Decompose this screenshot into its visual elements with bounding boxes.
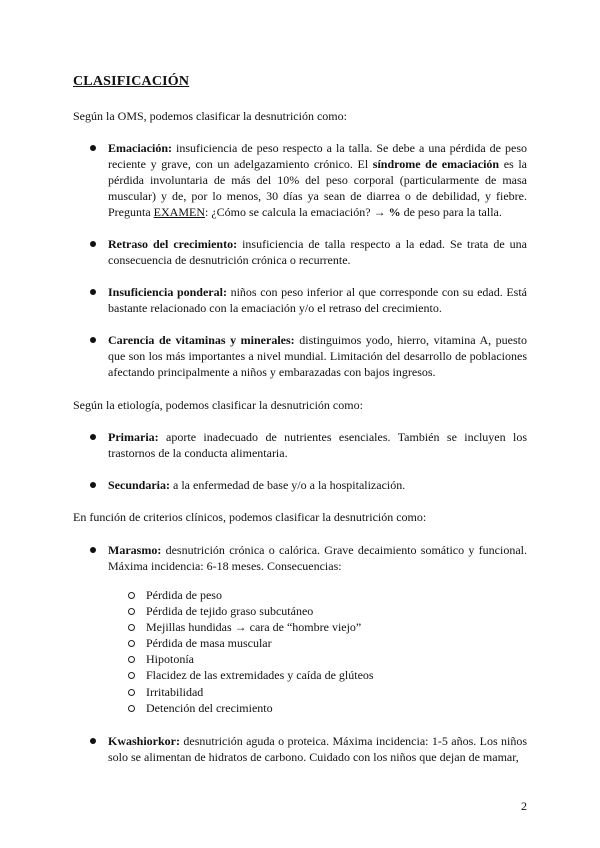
- term-carencia: Carencia de vitaminas y minerales:: [108, 333, 295, 347]
- text-marasmo: desnutrición crónica o calórica. Grave decaimiento somático y funcional. Máxima incidencia: 6-18 meses. Consecuencias:: [108, 543, 527, 573]
- clinicos-list-kwashiorkor: [90, 733, 527, 765]
- intro-clinicos: En función de criterios clínicos, podemos clasificar la desnutrición como:: [73, 510, 427, 524]
- bullet-icon: [90, 145, 96, 151]
- text-emaciacion-3: : ¿Cómo se calcula la emaciación? →: [204, 205, 389, 219]
- list-item: Irritabilidad: [128, 684, 374, 700]
- bullet-icon: [90, 738, 96, 744]
- term-primaria: Primaria:: [108, 430, 159, 444]
- bullet-icon: [90, 241, 96, 247]
- circle-bullet-icon: [128, 608, 135, 615]
- oms-list-insuficiencia: [90, 284, 527, 316]
- etiologia-list-secundaria: [90, 477, 527, 493]
- circle-bullet-icon: [128, 705, 135, 712]
- list-item-primaria: [90, 429, 527, 461]
- circle-bullet-icon: [128, 689, 135, 696]
- term-secundaria: Secundaria:: [108, 478, 171, 492]
- term-retraso: Retraso del crecimiento:: [108, 237, 238, 251]
- oms-list-retraso: [90, 236, 527, 268]
- list-item: Detención del crecimiento: [128, 700, 374, 716]
- section-title: CLASIFICACIÓN: [73, 74, 190, 89]
- bullet-icon: [90, 547, 96, 553]
- circle-bullet-icon: [128, 656, 135, 663]
- list-item-kwashiorkor: [90, 733, 527, 765]
- text-carencia: distinguimos yodo, hierro, vitamina A, puesto que son los más importantes a nivel mundial. Limitación del desarrollo de poblaciones afectando principalmente a niños y embarazadas con bajos ingresos.: [108, 333, 528, 379]
- list-item-emaciacion: [90, 140, 527, 220]
- circle-bullet-icon: [128, 672, 135, 679]
- term-kwashiorkor: Kwashiorkor:: [108, 734, 180, 748]
- list-item-secundaria: [90, 477, 527, 493]
- bullet-icon: [90, 434, 96, 440]
- list-item: Pérdida de peso: [128, 587, 374, 603]
- exam-label: EXAMEN: [153, 205, 205, 219]
- consecuencias-list: [128, 587, 374, 716]
- text-insuficiencia: niños con peso inferior al que corresponde con su edad. Está bastante relacionado con la emaciación y/o el retraso del crecimiento.: [108, 285, 528, 315]
- etiologia-list-primaria: [90, 429, 527, 461]
- text-secundaria: a la enfermedad de base y/o a la hospitalización.: [170, 478, 406, 492]
- text-emaciacion-2: es la pérdida involuntaria de más del 10% del peso corporal (particularmente de masa muscular) y de, por lo menos, 30 días ya sean de diarrea o de debilidad, y fiebre. Pregunta: [108, 157, 527, 219]
- list-item-marasmo: [90, 542, 527, 574]
- list-item: Pérdida de masa muscular: [128, 635, 374, 651]
- text-emaciacion-1: insuficiencia de peso respecto a la talla. Se debe a una pérdida de peso reciente y grave, con un adelgazamiento crónico. El: [108, 141, 527, 171]
- circle-bullet-icon: [128, 624, 135, 631]
- bullet-icon: [90, 482, 96, 488]
- circle-bullet-icon: [128, 592, 135, 599]
- list-item: Hipotonía: [128, 651, 374, 667]
- list-item-carencia: [90, 332, 527, 380]
- list-item: Flacidez de las extremidades y caída de glúteos: [128, 667, 374, 683]
- oms-list-carencia: [90, 332, 527, 380]
- clinicos-list-marasmo: [90, 542, 527, 574]
- term-insuficiencia: Insuficiencia ponderal:: [108, 285, 227, 299]
- intro-oms: Según la OMS, podemos clasificar la desnutrición como:: [73, 109, 347, 123]
- text-primaria: aporte inadecuado de nutrientes esenciales. También se incluyen los trastornos de la conducta alimentaria.: [108, 430, 527, 460]
- page-number: 2: [521, 799, 527, 813]
- list-item: Mejillas hundidas → cara de “hombre viejo”: [128, 619, 374, 635]
- oms-list: [90, 140, 527, 220]
- list-item: Pérdida de tejido graso subcutáneo: [128, 603, 374, 619]
- bullet-icon: [90, 289, 96, 295]
- term-marasmo: Marasmo:: [108, 543, 162, 557]
- list-item-retraso: [90, 236, 527, 268]
- text-retraso: insuficiencia de talla respecto a la edad. Se trata de una consecuencia de desnutrición crónica o recurrente.: [108, 237, 528, 267]
- intro-etiologia: Según la etiología, podemos clasificar la desnutrición como:: [73, 398, 363, 412]
- text-kwashiorkor: desnutrición aguda o proteica. Máxima incidencia: 1-5 años. Los niños solo se alimentan de hidratos de carbono. Cuidado con los niños que dejan de mamar,: [108, 734, 527, 764]
- text-emaciacion-4: de peso para la talla.: [400, 205, 502, 219]
- term-emaciacion: Emaciación:: [108, 141, 172, 155]
- percent-symbol: %: [388, 205, 401, 219]
- circle-bullet-icon: [128, 640, 135, 647]
- list-item-insuficiencia: [90, 284, 527, 316]
- bullet-icon: [90, 337, 96, 343]
- term-sindrome-emaciacion: síndrome de emaciación: [372, 157, 500, 171]
